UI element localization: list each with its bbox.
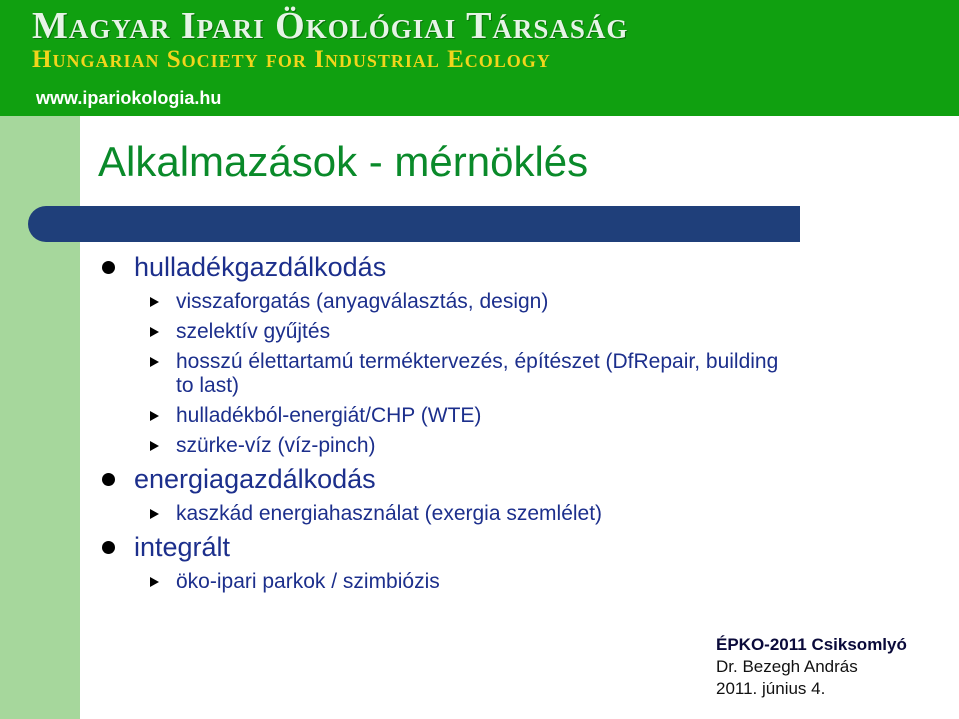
sub-bullet-item (100, 404, 860, 428)
slide-title: Alkalmazások - mérnöklés (98, 138, 589, 185)
slide-footer (716, 634, 907, 700)
sub-bullet-item (100, 320, 860, 344)
triangle-bullet-icon (150, 327, 159, 337)
sub-bullet-item (100, 350, 796, 398)
header-banner (0, 0, 959, 116)
footer-date: 2011. június 4. (716, 679, 826, 698)
sub-bullet-text: kaszkád energiahasználat (exergia szemlélet) (176, 502, 603, 525)
org-name-hungarian: Magyar Ipari Ökológiai Társaság (32, 5, 629, 47)
triangle-bullet-icon (150, 577, 159, 587)
sub-bullet-item (100, 570, 860, 594)
footer-event: ÉPKO-2011 Csiksomlyó (716, 635, 907, 654)
sub-bullet-text: szürke-víz (víz-pinch) (176, 434, 376, 457)
triangle-bullet-icon (150, 441, 159, 451)
sub-bullet-text: visszaforgatás (anyagválasztás, design) (176, 290, 549, 313)
bullet-dot-icon (102, 473, 115, 486)
triangle-bullet-icon (150, 297, 159, 307)
bullet-item (100, 250, 860, 284)
footer-author: Dr. Bezegh András (716, 657, 858, 676)
bullet-text: energiagazdálkodás (134, 464, 376, 494)
org-name-english: Hungarian Society for Industrial Ecology (32, 46, 551, 73)
sub-bullet-item (100, 434, 860, 458)
title-divider-bar (28, 206, 800, 242)
org-url: www.ipariokologia.hu (36, 88, 222, 108)
sub-bullet-text: hulladékból-energiát/CHP (WTE) (176, 404, 482, 427)
sub-bullet-text: hosszú élettartamú terméktervezés, építészet (DfRepair, building to last) (176, 350, 779, 397)
bullet-text: integrált (134, 532, 231, 562)
bullet-item (100, 530, 860, 564)
sub-bullet-text: öko-ipari parkok / szimbiózis (176, 570, 440, 593)
bullet-dot-icon (102, 261, 115, 274)
bullet-text: hulladékgazdálkodás (134, 252, 387, 282)
sub-bullet-text: szelektív gyűjtés (176, 320, 331, 343)
bullet-dot-icon (102, 541, 115, 554)
triangle-bullet-icon (150, 411, 159, 421)
triangle-bullet-icon (150, 509, 159, 519)
sub-bullet-item (100, 502, 860, 526)
sub-bullet-item (100, 290, 860, 314)
slide-content (100, 250, 860, 594)
bullet-item (100, 462, 860, 496)
triangle-bullet-icon (150, 357, 159, 367)
